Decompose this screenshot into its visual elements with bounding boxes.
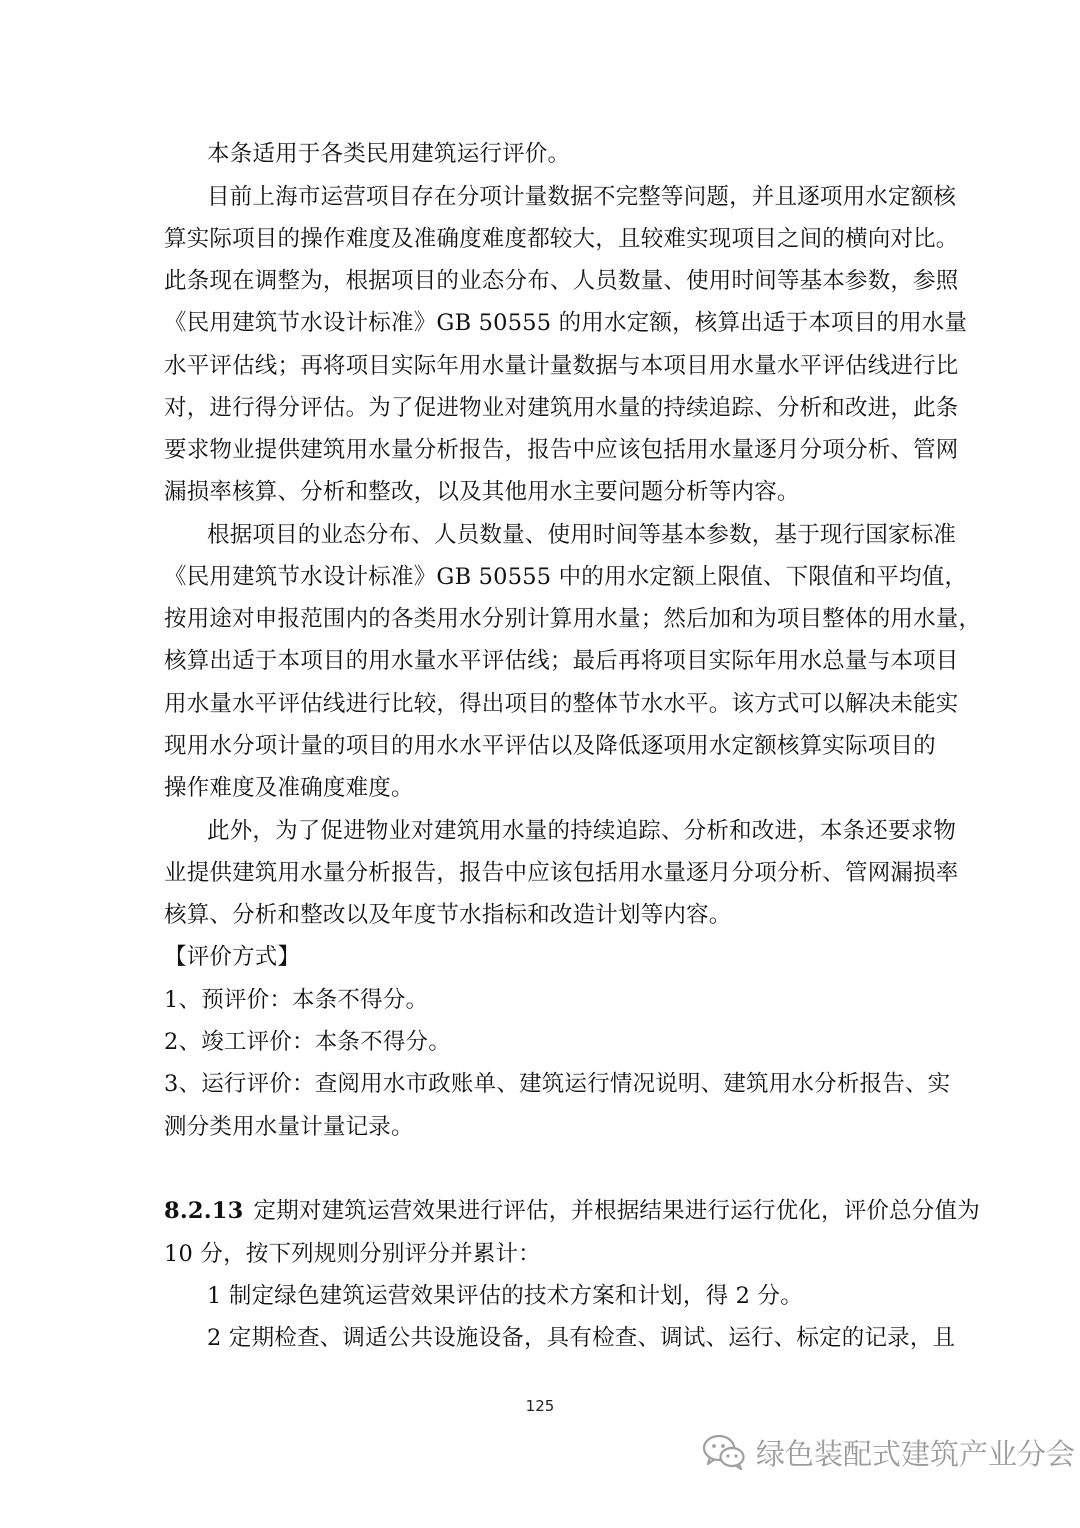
page-number: 125 <box>525 1397 555 1415</box>
wechat-icon <box>702 1433 746 1471</box>
watermark <box>702 1430 1075 1474</box>
paragraph-line: 目前上海市运营项目存在分项计量数据不完整等问题，并且逐项用水定额核 <box>207 184 957 210</box>
paragraph-line: 要求物业提供建筑用水量分析报告，报告中应该包括用水量逐月分项分析、管网 <box>164 437 959 463</box>
paragraph-line: 操作难度及准确度难度。 <box>164 775 414 801</box>
paragraph-line: 《民用建筑节水设计标准》GB 50555 中的用水定额上限值、下限值和平均值， <box>164 564 968 590</box>
evaluation-item: 1、预评价：本条不得分。 <box>164 987 429 1013</box>
paragraph-line: 算实际项目的操作难度及准确度难度都较大，且较难实现项目之间的横向对比。 <box>164 226 959 252</box>
paragraph-line: 水平评估线；再将项目实际年用水量计量数据与本项目用水量水平评估线进行比 <box>164 353 959 379</box>
clause-line <box>164 1196 980 1226</box>
paragraph-line: 此外，为了促进物业对建筑用水量的持续追踪、分析和改进，本条还要求物 <box>207 818 957 844</box>
evaluation-item: 2、竣工评价：本条不得分。 <box>164 1029 451 1055</box>
paragraph-line: 对，进行得分评估。为了促进物业对建筑用水量的持续追踪、分析和改进，此条 <box>164 395 959 421</box>
evaluation-item: 3、运行评价：查阅用水市政账单、建筑运行情况说明、建筑用水分析报告、实 <box>164 1071 951 1097</box>
paragraph-line: 《民用建筑节水设计标准》GB 50555 的用水定额，核算出适于本项目的用水量 <box>164 310 968 336</box>
paragraph-line: 此条现在调整为，根据项目的业态分布、人员数量、使用时间等基本参数，参照 <box>164 268 959 294</box>
clause-continuation: 10 分，按下列规则分别评分并累计： <box>164 1241 541 1267</box>
clause-number: 8.2.13 <box>164 1198 244 1224</box>
clause-item: 1 制定绿色建筑运营效果评估的技术方案和计划，得 2 分。 <box>207 1283 803 1309</box>
clause-item: 2 定期检查、调适公共设施设备，具有检查、调试、运行、标定的记录，且 <box>207 1325 956 1351</box>
paragraph-line: 核算、分析和整改以及年度节水指标和改造计划等内容。 <box>164 902 732 928</box>
paragraph-line: 根据项目的业态分布、人员数量、使用时间等基本参数，基于现行国家标准 <box>207 522 957 548</box>
watermark-text: 绿色装配式建筑产业分会 <box>756 1436 1076 1471</box>
paragraph-line: 按用途对申报范围内的各类用水分别计算用水量；然后加和为项目整体的用水量， <box>164 606 982 632</box>
paragraph-line: 漏损率核算、分析和整改，以及其他用水主要问题分析等内容。 <box>164 479 800 505</box>
paragraph-line: 用水量水平评估线进行比较，得出项目的整体节水水平。该方式可以解决未能实 <box>164 691 959 717</box>
paragraph-line: 本条适用于各类民用建筑运行评价。 <box>207 141 571 167</box>
paragraph-line: 现用水分项计量的项目的用水水平评估以及降低逐项用水定额核算实际项目的 <box>164 733 936 759</box>
evaluation-item: 测分类用水量计量记录。 <box>164 1114 414 1140</box>
clause-text: 定期对建筑运营效果进行评估，并根据结果进行运行优化，评价总分值为 <box>253 1198 980 1224</box>
paragraph-line: 业提供建筑用水量分析报告，报告中应该包括用水量逐月分项分析、管网漏损率 <box>164 860 959 886</box>
section-heading: 【评价方式】 <box>164 944 301 970</box>
paragraph-line: 核算出适于本项目的用水量水平评估线；最后再将项目实际年用水总量与本项目 <box>164 648 959 674</box>
